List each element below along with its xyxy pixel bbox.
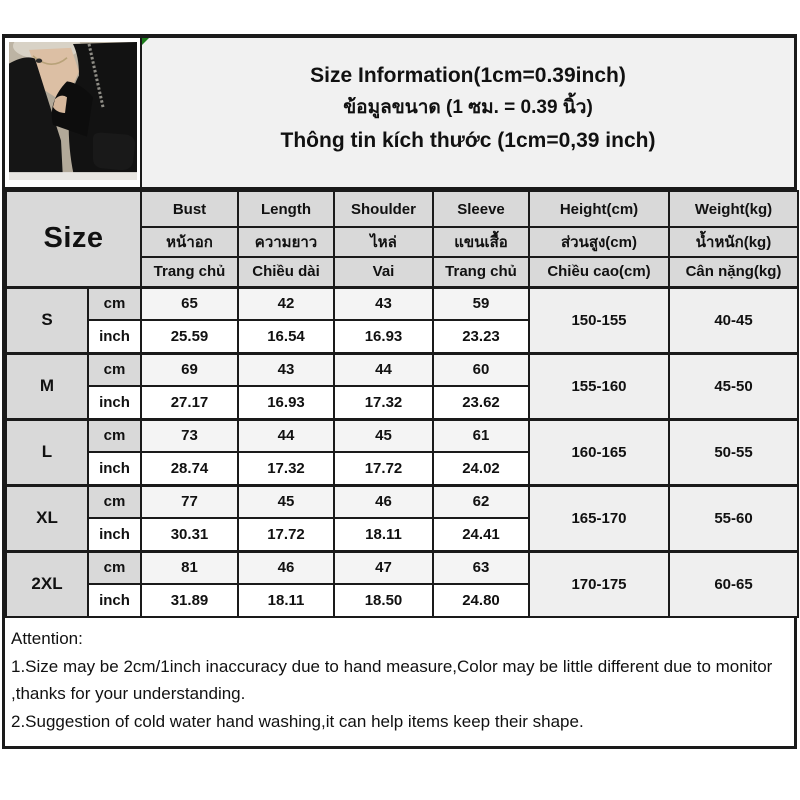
measure-value: 18.50: [334, 584, 433, 617]
unit-label-cm: cm: [88, 287, 141, 320]
col-header-sleeve-th: แขนเสื้อ: [433, 227, 529, 257]
measure-value: 25.59: [141, 320, 238, 353]
measure-value: 27.17: [141, 386, 238, 419]
measure-value: 18.11: [334, 518, 433, 551]
size-label-s: S: [6, 287, 88, 353]
measure-value: 30.31: [141, 518, 238, 551]
measure-value: 16.54: [238, 320, 334, 353]
measure-value: 42: [238, 287, 334, 320]
title-thai: ข้อมูลขนาด (1 ซม. = 0.39 นิ้ว): [343, 97, 593, 118]
measure-value: 24.02: [433, 452, 529, 485]
table-row: [6, 485, 798, 518]
weight-range: 45-50: [669, 353, 798, 419]
measure-value: 17.72: [238, 518, 334, 551]
measure-value: 31.89: [141, 584, 238, 617]
table-row: [6, 551, 798, 584]
measure-value: 45: [334, 419, 433, 452]
header-block: [5, 38, 794, 190]
col-header-sleeve: Sleeve: [433, 191, 529, 227]
attention-item-2: 2.Suggestion of cold water hand washing,it can help items keep their shape.: [11, 711, 584, 731]
measure-value: 47: [334, 551, 433, 584]
height-range: 165-170: [529, 485, 669, 551]
unit-label-cm: cm: [88, 419, 141, 452]
col-header-sleeve-vi: Trang chủ: [433, 257, 529, 287]
attention-notes: [5, 618, 794, 746]
size-label-xl: XL: [6, 485, 88, 551]
unit-label-cm: cm: [88, 353, 141, 386]
col-header-length: Length: [238, 191, 334, 227]
height-range: 155-160: [529, 353, 669, 419]
table-row: [6, 287, 798, 320]
unit-label-cm: cm: [88, 551, 141, 584]
col-header-length-vi: Chiều dài: [238, 257, 334, 287]
col-header-length-th: ความยาว: [238, 227, 334, 257]
measure-value: 43: [238, 353, 334, 386]
title-vietnamese: Thông tin kích thước (1cm=0,39 inch): [280, 129, 656, 152]
unit-label-cm: cm: [88, 485, 141, 518]
unit-label-inch: inch: [88, 386, 141, 419]
product-photo: [9, 42, 137, 180]
measure-value: 60: [433, 353, 529, 386]
col-header-bust-vi: Trang chủ: [141, 257, 238, 287]
col-header-weight-vi: Cân nặng(kg): [669, 257, 798, 287]
measure-value: 17.72: [334, 452, 433, 485]
measure-value: 16.93: [334, 320, 433, 353]
col-header-shoulder: Shoulder: [334, 191, 433, 227]
col-header-shoulder-th: ไหล่: [334, 227, 433, 257]
height-range: 150-155: [529, 287, 669, 353]
unit-label-inch: inch: [88, 320, 141, 353]
header-row-english: [6, 191, 798, 227]
bag: [93, 133, 135, 170]
attention-heading: Attention:: [11, 629, 83, 648]
col-header-height-th: ส่วนสูง(cm): [529, 227, 669, 257]
size-header: Size: [6, 191, 141, 287]
unit-label-inch: inch: [88, 518, 141, 551]
table-row: [6, 419, 798, 452]
col-header-weight: Weight(kg): [669, 191, 798, 227]
unit-label-inch: inch: [88, 584, 141, 617]
weight-range: 55-60: [669, 485, 798, 551]
measure-value: 23.23: [433, 320, 529, 353]
measure-value: 24.80: [433, 584, 529, 617]
unit-label-inch: inch: [88, 452, 141, 485]
height-range: 160-165: [529, 419, 669, 485]
weight-range: 40-45: [669, 287, 798, 353]
size-label-2xl: 2XL: [6, 551, 88, 617]
col-header-height-vi: Chiều cao(cm): [529, 257, 669, 287]
weight-range: 50-55: [669, 419, 798, 485]
product-photo-cell: [5, 38, 142, 187]
measure-value: 17.32: [334, 386, 433, 419]
title-english: Size Information(1cm=0.39inch): [310, 64, 626, 87]
measure-value: 28.74: [141, 452, 238, 485]
measure-value: 69: [141, 353, 238, 386]
measure-value: 24.41: [433, 518, 529, 551]
size-label-l: L: [6, 419, 88, 485]
measure-value: 61: [433, 419, 529, 452]
necklace-bead: [36, 59, 42, 63]
measure-value: 44: [238, 419, 334, 452]
col-header-bust: Bust: [141, 191, 238, 227]
measure-value: 59: [433, 287, 529, 320]
size-table: [5, 190, 799, 618]
height-range: 170-175: [529, 551, 669, 617]
measure-value: 45: [238, 485, 334, 518]
col-header-bust-th: หน้าอก: [141, 227, 238, 257]
corner-marker-triangle: [142, 38, 149, 45]
measure-value: 17.32: [238, 452, 334, 485]
measure-value: 77: [141, 485, 238, 518]
measure-value: 62: [433, 485, 529, 518]
measure-value: 63: [433, 551, 529, 584]
attention-item-1: 1.Size may be 2cm/1inch inaccuracy due to hand measure,Color may be little different due to monitor ,thanks for your understanding.: [11, 656, 773, 703]
table-row: [6, 353, 798, 386]
measure-value: 43: [334, 287, 433, 320]
size-chart-sheet: [2, 34, 797, 749]
measure-value: 81: [141, 551, 238, 584]
measure-value: 73: [141, 419, 238, 452]
measure-value: 46: [334, 485, 433, 518]
measure-value: 65: [141, 287, 238, 320]
measure-value: 23.62: [433, 386, 529, 419]
col-header-weight-th: น้ำหนัก(kg): [669, 227, 798, 257]
measure-value: 16.93: [238, 386, 334, 419]
measure-value: 18.11: [238, 584, 334, 617]
weight-range: 60-65: [669, 551, 798, 617]
title-block: [142, 38, 794, 187]
col-header-height: Height(cm): [529, 191, 669, 227]
measure-value: 46: [238, 551, 334, 584]
size-label-m: M: [6, 353, 88, 419]
measure-value: 44: [334, 353, 433, 386]
col-header-shoulder-vi: Vai: [334, 257, 433, 287]
